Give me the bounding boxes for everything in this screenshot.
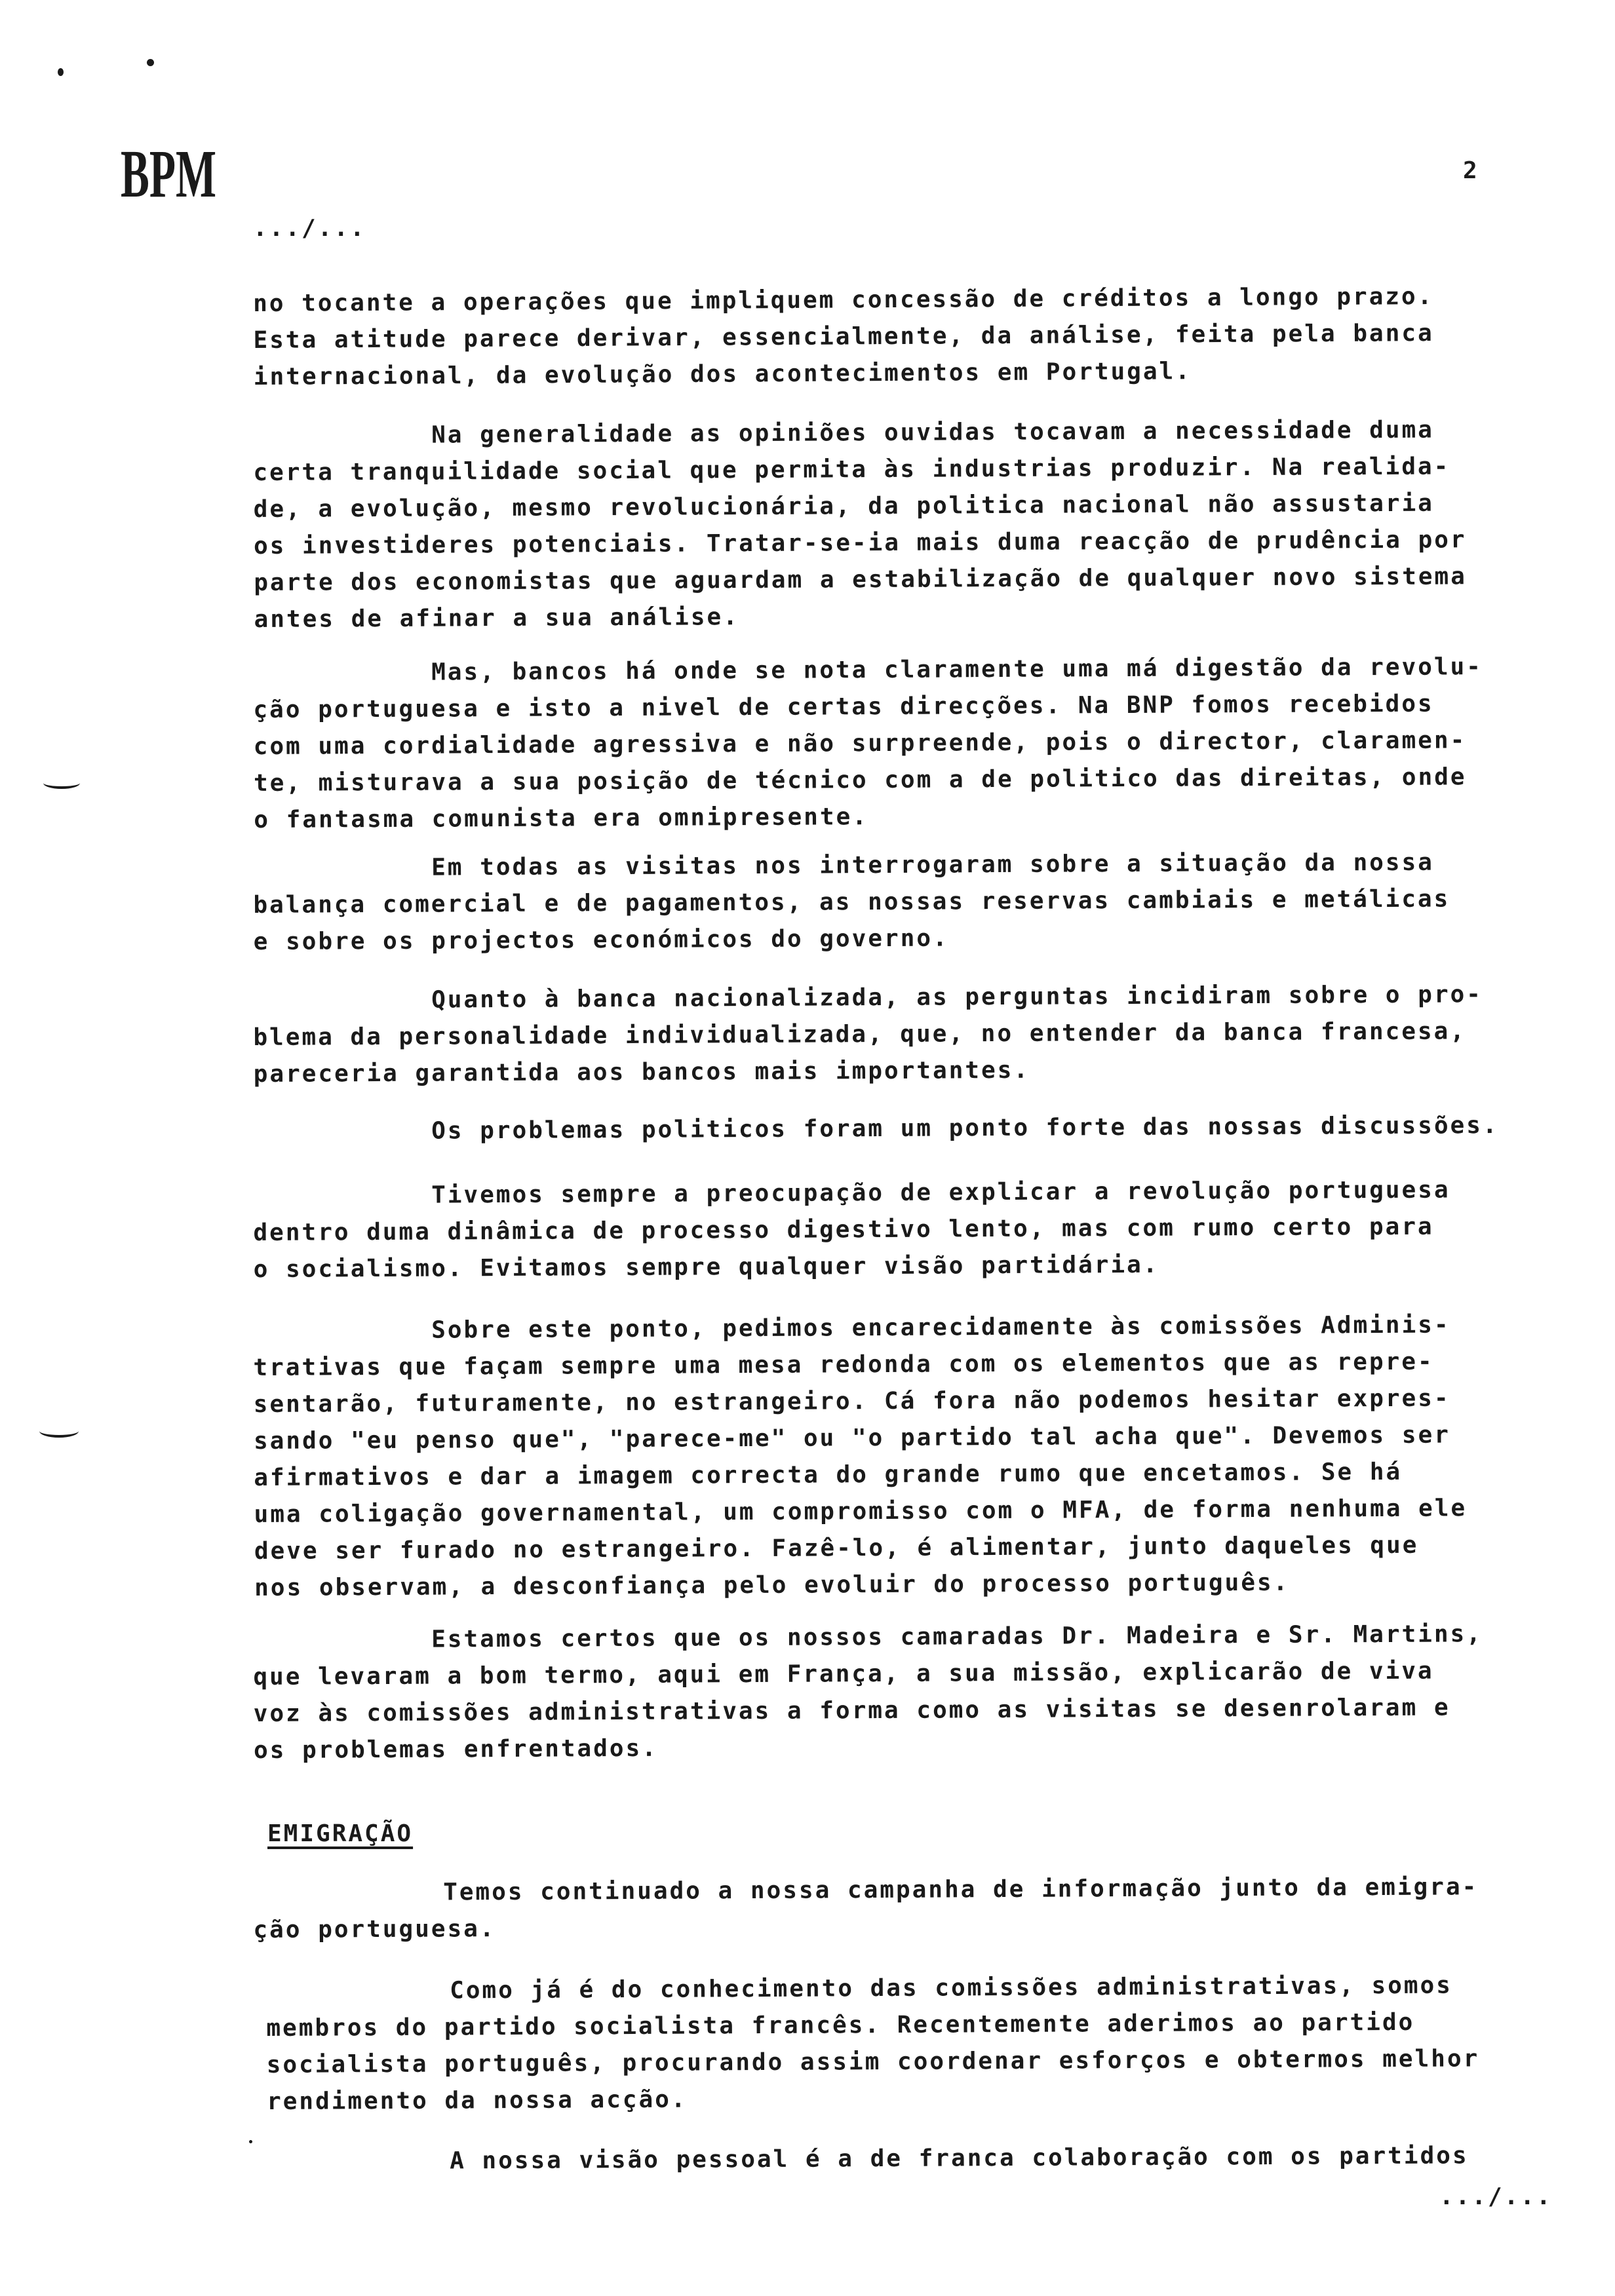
section-heading-emigracao: EMIGRAÇÃO [267,1820,414,1847]
text-line: no tocante a operações que impliquem concessão de créditos a longo prazo. [253,282,1434,317]
paragraph [253,649,1483,839]
paragraph [253,1616,1483,1769]
page-number: 2 [1463,157,1479,184]
text-line: Tivemos sempre a preocupação de explicar a revolução portuguesa [431,1176,1450,1209]
text-line: parte dos economistas que aguardam a estabilização de qualquer novo sistema [254,563,1467,596]
continuation-marker-bottom: .../... [1439,2183,1553,2210]
text-line: nos observam, a desconfiança pelo evoluir do processo português. [254,1569,1290,1601]
bpm-logo [121,136,216,215]
text-line: rendimento da nossa acção. [266,2086,688,2115]
text-line: Esta atitude parece derivar, essencialmente, da análise, feita pela banca [253,319,1434,354]
text-line: A nossa visão pessoal é a de franca colaboração com os partidos [450,2142,1469,2175]
paragraph [253,1307,1468,1607]
scan-speck [249,2140,252,2143]
paragraph [253,1172,1450,1288]
text-line: com uma cordialidade agressiva e não surpreende, pois o director, claramen- [253,727,1467,760]
paragraph [253,411,1467,638]
text-line: Quanto à banca nacionalizada, as perguntas incidiram sobre o pro- [431,981,1483,1014]
scan-speck [147,59,154,66]
text-line: Temos continuado a nossa campanha de informação junto da emigra- [443,1873,1479,1906]
text-line: Em todas as visitas nos interrogaram sobre a situação da nossa [431,849,1435,881]
text-line: blema da personalidade individualizada, que, no entender da banca francesa, [253,1018,1467,1051]
paragraph [253,1869,1479,1949]
text-line: Mas, bancos há onde se nota claramente uma má digestão da revolu- [431,653,1483,686]
scan-mark [39,1425,79,1438]
text-line: internacional, da evolução dos acontecimentos em Portugal. [253,358,1192,391]
paragraph [253,976,1483,1093]
text-line: uma coligação governamental, um compromisso com o MFA, de forma nenhuma ele [254,1495,1468,1528]
text-line: voz às comissões administrativas a forma como as visitas se desenrolaram e [253,1694,1450,1727]
text-line: deve ser furado no estrangeiro. Fazê-lo, é alimentar, junto daqueles que [254,1531,1419,1565]
scan-mark [43,777,80,789]
text-line: Como já é do conhecimento das comissões administrativas, somos [450,1972,1453,2004]
paragraph [266,2137,1469,2181]
bpm-monogram-icon [121,136,216,215]
text-line: socialista português, procurando assim coordenar esforços e obtermos melhor [266,2045,1480,2078]
paragraph [253,844,1450,961]
text-line: balança comercial e de pagamentos, as nossas reservas cambiais e metálicas [253,885,1450,919]
paragraph [253,278,1434,396]
text-line: de, a evolução, mesmo revolucionária, da politica nacional não assustaria [253,489,1435,523]
logo-text: BPM [121,136,216,212]
continuation-marker-top: .../... [253,215,366,242]
text-line: certa tranquilidade social que permita às industrias produzir. Na realida- [253,453,1450,486]
text-line: Os problemas politicos foram um ponto forte das nossas discussões. [431,1112,1499,1145]
text-line: que levaram a bom termo, aqui em França, a sua missão, explicarão de viva [253,1657,1434,1691]
text-line: afirmativos e dar a imagem correcta do grande rumo que encetamos. Se há [254,1458,1403,1491]
text-line: os problemas enfrentados. [253,1734,658,1764]
text-line: antes de afinar a sua análise. [254,603,739,633]
text-line: membros do partido socialista francês. Recentemente aderimos ao partido [266,2008,1415,2042]
text-line: ção portuguesa. [253,1915,496,1943]
scan-speck [58,68,64,76]
text-line: trativas que façam sempre uma mesa redonda com os elementos que as repre- [253,1348,1434,1381]
text-line: dentro duma dinâmica de processo digestivo lento, mas com rumo certo para [253,1213,1434,1246]
text-line: Na generalidade as opiniões ouvidas tocavam a necessidade duma [431,416,1435,449]
text-line: sando "eu penso que", "parece-me" ou "o partido tal acha que". Devemos ser [253,1421,1450,1455]
paragraph [253,1107,1499,1151]
text-line: o socialismo. Evitamos sempre qualquer visão partidária. [253,1251,1159,1283]
text-line: os investideres potenciais. Tratar-se-ia mais duma reacção de prudência por [253,526,1467,560]
text-line: o fantasma comunista era omnipresente. [254,803,869,833]
text-line: te, misturava a sua posição de técnico com a de politico das direitas, onde [253,763,1467,797]
text-line: e sobre os projectos económicos do governo. [253,925,949,955]
text-line: Estamos certos que os nossos camaradas Dr. Madeira e Sr. Martins, [431,1620,1483,1653]
paragraph [266,1967,1480,2120]
text-line: pareceria garantida aos bancos mais importantes. [253,1056,1030,1088]
text-line: Sobre este ponto, pedimos encarecidamente às comissões Adminis- [431,1311,1450,1344]
text-line: sentarão, futuramente, no estrangeiro. Cá fora não podemos hesitar expres- [253,1385,1450,1418]
text-line: ção portuguesa e isto a nivel de certas direcções. Na BNP fomos recebidos [253,690,1434,723]
